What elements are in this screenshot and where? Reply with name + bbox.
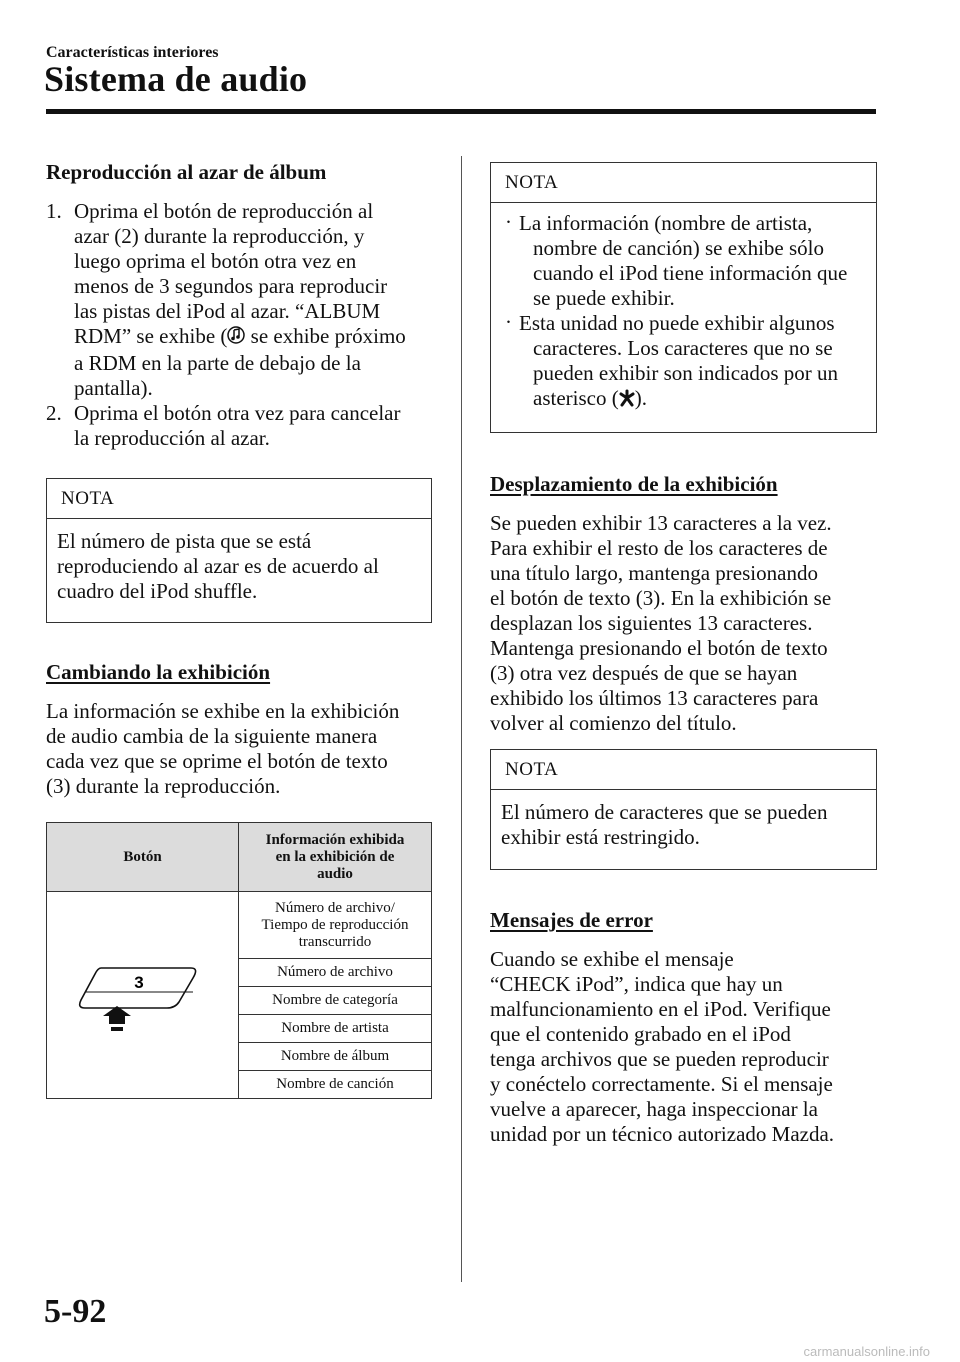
bullet-line: cuando el iPod tiene información que <box>533 261 848 285</box>
paragraph-line: que el contenido grabado en el iPod <box>490 1022 791 1046</box>
bullet-text: ). <box>634 386 647 410</box>
text-button-3-icon <box>73 948 213 1038</box>
bullet-text: asterisco ( <box>533 386 619 410</box>
note-body <box>47 519 431 604</box>
paragraph-line: malfuncionamiento en el iPod. Verifique <box>490 997 831 1021</box>
step-2 <box>46 401 446 451</box>
table-header-info <box>239 823 432 892</box>
heading-change-display: Cambiando la exhibición <box>46 660 271 684</box>
table-header-button: Botón <box>47 823 239 892</box>
note-body <box>491 203 876 413</box>
step-line: azar (2) durante la reproducción, y <box>74 224 365 248</box>
shuffle-steps <box>46 199 446 451</box>
asterisk-icon <box>619 388 635 413</box>
section-label: Características interiores <box>46 44 219 61</box>
cell-line: Número de archivo/ <box>275 899 395 916</box>
button-label: 3 <box>133 972 144 992</box>
paragraph-line: Mantenga presionando el botón de texto <box>490 636 828 660</box>
note-line: exhibir está restringido. <box>501 825 700 849</box>
paragraph-line: unidad por un técnico autorizado Mazda. <box>490 1122 835 1146</box>
step-line-text: se exhibe próximo <box>245 324 406 348</box>
note-box-shuffle <box>46 478 432 623</box>
bullet-line: caracteres. Los caracteres que no se <box>533 336 833 360</box>
step-line: la reproducción al azar. <box>74 426 270 450</box>
paragraph-line: Para exhibir el resto de los caracteres de <box>490 536 828 560</box>
error-paragraph <box>490 947 890 1147</box>
table-cell: Nombre de artista <box>239 1015 432 1043</box>
note-line: El número de caracteres que se pueden <box>501 800 828 824</box>
paragraph-line: tenga archivos que se pueden reproducir <box>490 1047 829 1071</box>
table-row <box>47 892 432 959</box>
heading-scroll: Desplazamiento de la exhibición <box>490 472 778 496</box>
step-line-text: RDM” se exhibe ( <box>74 324 228 348</box>
bullet-line: Esta unidad no puede exhibir algunos <box>519 311 835 335</box>
paragraph-line: volver al comienzo del título. <box>490 711 737 735</box>
paragraph-line: (3) otra vez después de que se hayan <box>490 661 798 685</box>
step-line: Oprima el botón otra vez para cancelar <box>74 401 401 425</box>
note-bullet: · Esta unidad no puede exhibir algunos caracteres. Los caracteres que no se pueden exhibir son indicados por un asterisco ( ). <box>495 311 866 413</box>
paragraph-line: desplazan los siguientes 13 caracteres. <box>490 611 813 635</box>
paragraph-line: vuelve a aparecer, haga inspeccionar la <box>490 1097 818 1121</box>
step-number: 1. <box>46 199 62 223</box>
cell-line: transcurrido <box>298 933 372 950</box>
header-line: en la exhibición de <box>275 848 395 865</box>
button-illustration-cell <box>47 892 239 1099</box>
step-line: las pistas del iPod al azar. “ALBUM <box>74 299 381 323</box>
page-title: Sistema de audio <box>44 59 308 99</box>
paragraph-line: exhibido los últimos 13 caracteres para <box>490 686 819 710</box>
header-rule <box>46 109 876 114</box>
cell-line: Tiempo de reproducción <box>261 916 409 933</box>
scroll-paragraph <box>490 511 890 736</box>
header-line: Información exhibida <box>265 831 405 848</box>
bullet-line: nombre de canción) se exhibe sólo <box>533 236 824 260</box>
note-box-restricted <box>490 749 877 870</box>
bullet-line: pueden exhibir son indicados por un <box>533 361 839 385</box>
table-cell: Nombre de canción <box>239 1071 432 1099</box>
step-line: menos de 3 segundos para reproducir <box>74 274 388 298</box>
bullet-line: La información (nombre de artista, <box>519 211 813 235</box>
display-info-table <box>46 822 432 1099</box>
note-box-info <box>490 162 877 433</box>
paragraph-line: “CHECK iPod”, indica que hay un <box>490 972 783 996</box>
step-line: a RDM en la parte de debajo de la <box>74 351 361 375</box>
paragraph-line: de audio cambia de la siguiente manera <box>46 724 378 748</box>
note-line: El número de pista que se está <box>57 529 312 553</box>
step-1 <box>46 199 446 401</box>
note-line: reproduciendo al azar es de acuerdo al <box>57 554 379 578</box>
note-label: NOTA <box>47 479 431 519</box>
table-cell: Nombre de categoría <box>239 987 432 1015</box>
paragraph-line: el botón de texto (3). En la exhibición se <box>490 586 832 610</box>
paragraph-line: cada vez que se oprime el botón de texto <box>46 749 388 773</box>
step-line: luego oprima el botón otra vez en <box>74 249 357 273</box>
bullet-line: se puede exhibir. <box>533 286 675 310</box>
paragraph-line: La información se exhibe en la exhibición <box>46 699 400 723</box>
step-line: pantalla). <box>74 376 153 400</box>
step-line: Oprima el botón de reproducción al <box>74 199 374 223</box>
paragraph-line: una título largo, mantenga presionando <box>490 561 818 585</box>
paragraph-line: Se pueden exhibir 13 caracteres a la vez. <box>490 511 832 535</box>
step-line <box>74 324 446 351</box>
table-cell: Nombre de álbum <box>239 1043 432 1071</box>
display-paragraph <box>46 699 446 799</box>
shuffle-icon <box>227 325 245 351</box>
header-line: audio <box>317 865 353 882</box>
heading-errors: Mensajes de error <box>490 908 653 932</box>
bullet-line <box>519 386 866 413</box>
note-line: cuadro del iPod shuffle. <box>57 579 258 603</box>
table-cell-first <box>239 892 432 959</box>
note-label: NOTA <box>491 163 876 203</box>
table-header-row <box>47 823 432 892</box>
note-label: NOTA <box>491 750 876 790</box>
step-number: 2. <box>46 401 62 425</box>
paragraph-line: y conéctelo correctamente. Si el mensaje <box>490 1072 833 1096</box>
watermark: carmanualsonline.info <box>803 1344 930 1359</box>
heading-album-shuffle: Reproducción al azar de álbum <box>46 160 327 184</box>
table-cell: Número de archivo <box>239 959 432 987</box>
paragraph-line: Cuando se exhibe el mensaje <box>490 947 734 971</box>
note-bullet: · La información (nombre de artista, nombre de canción) se exhibe sólo cuando el iPod tiene información que se puede exhibir. <box>495 211 866 311</box>
note-body <box>491 790 876 850</box>
column-divider <box>461 156 462 1282</box>
page-number: 5-92 <box>44 1293 107 1330</box>
paragraph-line: (3) durante la reproducción. <box>46 774 281 798</box>
